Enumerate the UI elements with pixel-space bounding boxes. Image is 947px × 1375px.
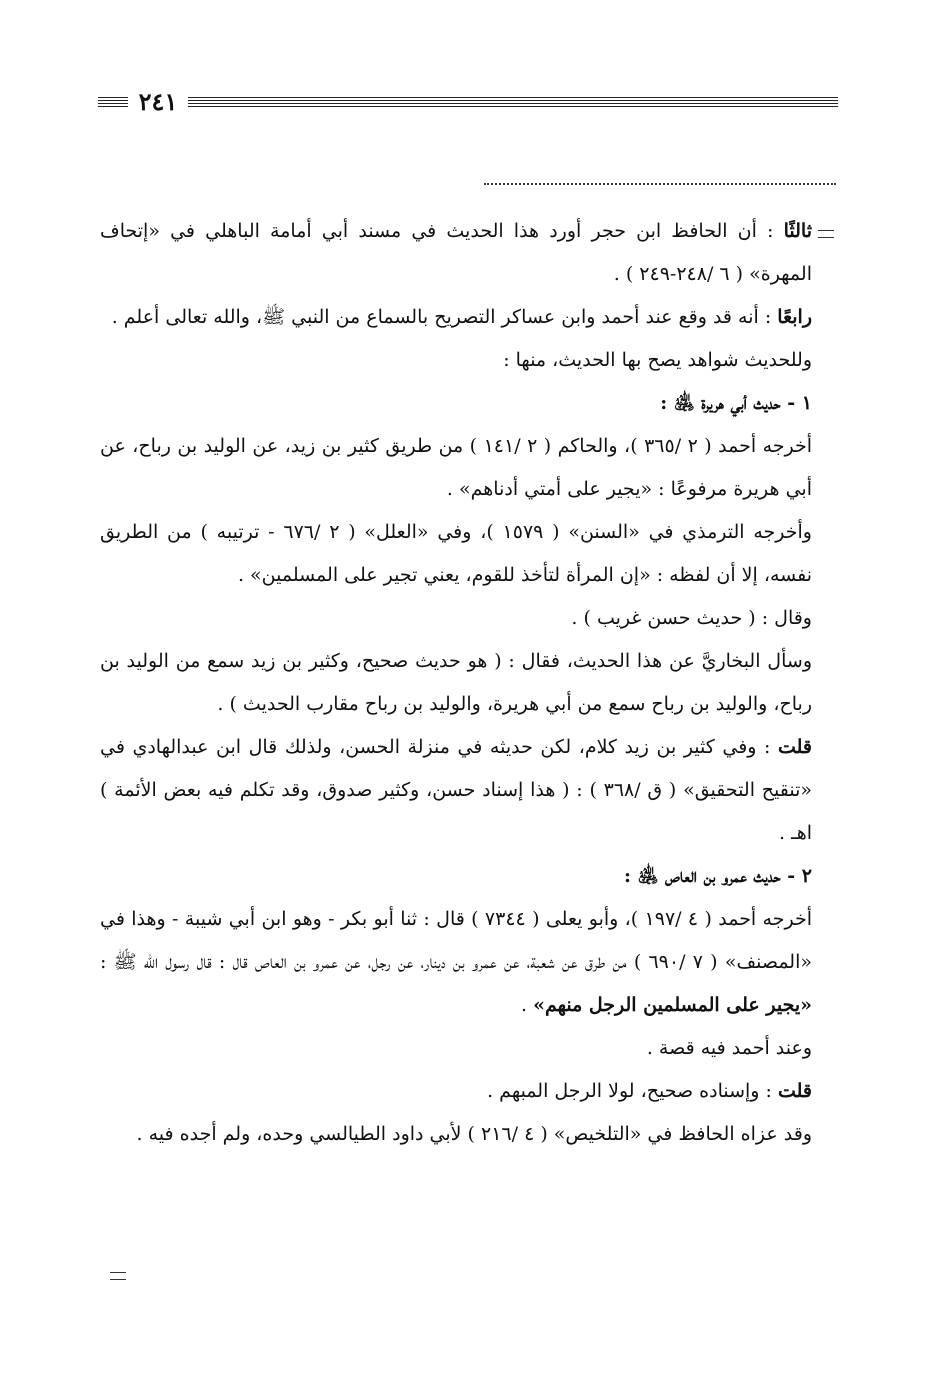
paragraph-lead: ثالثًا — [783, 220, 812, 242]
paragraph-qultu-1 — [100, 726, 812, 855]
page-header — [98, 88, 838, 118]
paragraph-text: : أن الحافظ ابن حجر أورد هذا الحديث في مسند أبي أمامة الباهلي في «إتحاف المهرة» ( ٦ /٢٤٨-٢٤٩ ) . — [100, 220, 812, 285]
hadith-quote: «يجير على المسلمين الرجل منهم» — [533, 994, 812, 1016]
paragraph-text: أخرجه أحمد ( ٤ /١٩٧ )، وأبو يعلى ( ٧٣٤٤ ) قال : ثنا أبو بكر - وهو ابن أبي شيبة - وهذا في «المصنف» ( ٧ /٦٩٠ ) من طرق عن شعبة، عن عمرو بن دينار، عن رجل، عن عمرو بن العاص قال : قال رسول الله ﷺ : — [100, 908, 812, 973]
paragraph-text: : وإسناده صحيح، لولا الرجل المبهم . — [487, 1080, 778, 1102]
paragraph-talkhis: وقد عزاه الحافظ في «التلخيص» ( ٤ /٢١٦ ) لأبي داود الطيالسي وحده، ولم أجده فيه . — [136, 1123, 812, 1145]
continuation-mark-bottom — [110, 1272, 126, 1280]
paragraph-end: . — [520, 994, 534, 1016]
header-rule-right — [188, 97, 838, 107]
paragraph-bukhari: وسأل البخاريَّ عن هذا الحديث، فقال : ( هو حديث صحيح، وكثير بن زيد سمع من الوليد بن رباح، والوليد بن رباح سمع من أبي هريرة، والوليد بن رباح مقارب الحديث ) . — [100, 650, 812, 715]
paragraph-lead: رابعًا — [777, 306, 812, 328]
section-heading-amr-ibn-al-as: ٢ - حديث عمرو بن العاص ﵁ : — [624, 865, 812, 887]
footnote-separator — [484, 183, 836, 185]
paragraph-shawahid: وللحديث شواهد يصح بها الحديث، منها : — [503, 349, 812, 371]
header-rule-left — [98, 97, 128, 107]
paragraph-ahmad-abu-yala — [100, 898, 812, 1027]
paragraph-text: : أنه قد وقع عند أحمد وابن عساكر التصريح بالسماع من النبي ﷺ، والله تعالى أعلم . — [111, 306, 778, 328]
paragraph-lead: قلت — [777, 736, 812, 758]
paragraph-ahmad-hakim: أخرجه أحمد ( ٢ /٣٦٥ )، والحاكم ( ٢ /١٤١ ) من طريق كثير بن زيد، عن الوليد بن رباح، عن أبي هريرة مرفوعًا : «يجير على أمتي أدناهم» . — [100, 435, 813, 500]
paragraph-qissa: وعند أحمد فيه قصة . — [646, 1037, 812, 1059]
paragraph-qultu-2 — [100, 1070, 812, 1113]
paragraph-lead: قلت — [777, 1080, 812, 1102]
paragraph-qala: وقال : ( حديث حسن غريب ) . — [571, 607, 812, 629]
section-heading-abu-hurayra: ١ - حديث أبي هريرة ﵁ : — [660, 392, 812, 414]
page-number: ٢٤١ — [138, 87, 178, 116]
paragraph-rabian — [100, 296, 812, 339]
page-body — [100, 210, 812, 1156]
paragraph-thalithan — [100, 210, 812, 296]
paragraph-text: : وفي كثير بن زيد كلام، لكن حديثه في منزلة الحسن، ولذلك قال ابن عبدالهادي في «تنقيح التحقيق» ( ق /٣٦٨ ) : ( هذا إسناد حسن، وكثير صدوق، وقد تكلم فيه بعض الأئمة ) اهـ . — [100, 736, 812, 844]
continuation-mark-top — [818, 230, 834, 238]
paragraph-tirmidhi: وأخرجه الترمذي في «السنن» ( ١٥٧٩ )، وفي «العلل» ( ٢ /٦٧٦ - ترتيبه ) من الطريق نفسه، إلا أن لفظه : «إن المرأة لتأخذ للقوم، يعني تجير على المسلمين» . — [100, 521, 812, 586]
